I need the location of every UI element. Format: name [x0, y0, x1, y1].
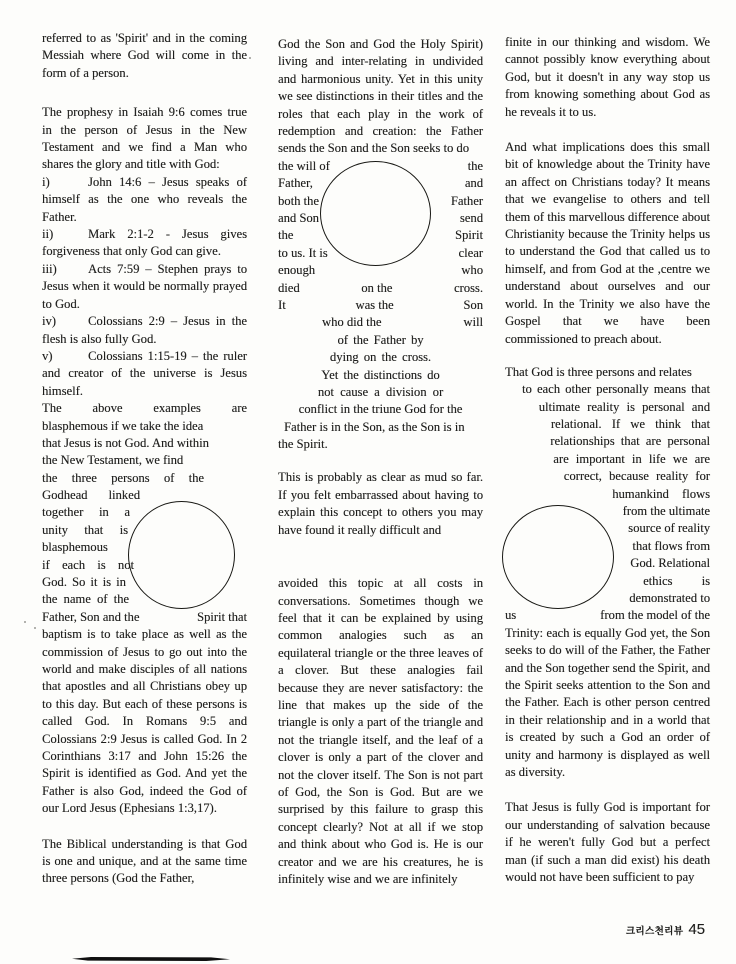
text-segment: above [92, 401, 123, 416]
text-line: That God is three persons and relates [505, 364, 692, 379]
text-segment: who did the [322, 315, 382, 330]
list-item-text: Acts 7:59 – Stephen prays to Jesus when it would be normally prayed to God. [42, 261, 247, 311]
text-segment: a [124, 505, 130, 520]
text-line: that flows from [632, 538, 710, 553]
text-segment: persons [111, 470, 150, 485]
text-segment: the [188, 470, 204, 485]
text-segment: in [98, 505, 109, 520]
text-segment: Godhead [42, 488, 88, 503]
text-segment: Spirit that [196, 609, 247, 624]
text-line [42, 487, 140, 504]
text-line: Father is in the Son, as the Son is in [284, 419, 465, 434]
magazine-name-korean: 크리스천리뷰 [625, 926, 684, 937]
text-segment: if [42, 557, 50, 572]
text-line: God. So it is in [42, 575, 126, 590]
text-segment: on the [361, 280, 393, 295]
text-line: source of reality [628, 521, 710, 536]
text-segment: It [278, 297, 286, 312]
text-segment: Son [463, 297, 483, 312]
text-line [42, 400, 247, 417]
text-segment: clear [458, 245, 483, 260]
text-line [278, 297, 483, 314]
column-left [42, 30, 247, 888]
text-segment: is [119, 522, 128, 537]
text-line: demonstrated to [629, 590, 710, 605]
text-segment: and [464, 176, 483, 191]
scan-artifact-bar [72, 957, 230, 961]
text-segment: unity [42, 522, 68, 537]
text-line: God. Relational [630, 556, 710, 571]
text-segment: of [163, 470, 175, 485]
text-segment: who [461, 263, 483, 278]
paragraph: Trinity: each is equally God yet, the Son seeks to do will of the Father, the Father and the Son together send the Spirit, and the Spirit seeks attention to the Son and the Father. Each is other person centred in their relationship and in a world that is created by such a God an order of unity and harmony is displayed as well as diversity. [505, 625, 710, 780]
spacer [278, 453, 483, 469]
text-segment: died [278, 280, 300, 295]
text-line: are important in life we are [553, 451, 710, 466]
text-segment: will [463, 315, 483, 330]
text-segment: enough [278, 263, 316, 278]
list-item [42, 313, 247, 348]
text-line [42, 557, 134, 574]
paragraph: This is probably as clear as mud so far. If you felt embarrassed about having to explain this concept to others you may have found it really difficult and [278, 470, 483, 537]
text-line [42, 504, 130, 521]
text-line: the Spirit. [278, 437, 328, 452]
text-line: humankind flows [612, 486, 710, 501]
text-segment: and Son [278, 211, 319, 226]
text-segment: is [97, 557, 106, 572]
text-line: dying on the cross. [329, 350, 432, 365]
text-segment: us [505, 608, 517, 623]
text-line: that Jesus is not God. And within [42, 435, 209, 450]
text-line [278, 314, 483, 331]
text-line: of the Father by [337, 332, 424, 347]
paragraph: And what implications does this small bit of knowledge about the Trinity have an affect on Christians today? It means that we evangelise to others and tell them of this marvellous difference about Christianity because the Trinity helps us to understand the God that called us to himself, and from God at the ,centre we understand about ourselves and our world. In the Trinity we also have the Gospel that we have been commissioned to preach about. [505, 140, 710, 346]
paragraph: avoided this topic at all costs in conversations. Sometimes though we feel that it can be explained by using common analogies such as an equilateral triangle or the three leaves of a clover. But these analogies fail because they are never satisfactory: the line that makes up the side of the triangle is only a part of the triangle and not the triangle itself, and the leaf of a clover is only a part of the clover and not the clover itself. The Son is not part of God, the Son is God. But are we surprised by this failure to grasp this concept clearly? Not at all if we stop and think about who God is. He is our creator and we are his creatures, he is infinitely wise and we are infinitely [278, 576, 483, 887]
text-segment: are [231, 401, 247, 416]
text-segment: the [42, 470, 58, 485]
text-segment: the will of [278, 158, 330, 173]
right-column-circle [502, 505, 614, 609]
text-line: the New Testament, we find [42, 453, 184, 468]
text-line [278, 280, 483, 297]
text-segment: linked [108, 488, 140, 503]
text-line: relational. If we think that [550, 417, 710, 432]
text-segment: The [42, 401, 62, 416]
column-right [505, 34, 710, 886]
text-segment: Father, Son and the [42, 609, 140, 624]
text-line: blasphemous [42, 540, 108, 555]
paragraph: That Jesus is fully God is important for our understanding of salvation because if he weren't fully God but a perfect man (if such a man did exist) his death would not have been sufficient to pay [505, 800, 710, 885]
spacer [42, 82, 247, 104]
text-segment: was the [355, 297, 394, 312]
spacer [42, 818, 247, 836]
text-segment: Father [450, 193, 483, 208]
text-line: blasphemous if we take the idea [42, 418, 204, 433]
text-line: not cause a division or [317, 384, 444, 399]
text-segment: both the [278, 193, 319, 208]
text-line [42, 522, 128, 539]
text-line: conflict in the triune God for the [298, 402, 463, 417]
list-item-text: Colossians 1:15-19 – the ruler and creator of the universe is Jesus himself. [42, 348, 247, 398]
list-item-text: Colossians 2:9 – Jesus in the flesh is also fully God. [42, 314, 247, 346]
text-segment: Spirit [455, 228, 483, 243]
text-segment: each [61, 557, 86, 572]
text-line [42, 470, 204, 487]
text-segment: the [467, 158, 483, 173]
text-line [42, 609, 247, 626]
text-segment: to us. It is [278, 245, 328, 260]
paragraph: The Biblical understanding is that God is one and unique, and at the same time three persons (God the Father, [42, 836, 247, 886]
text-line: Yet the distinctions do [321, 367, 440, 382]
text-line: to each other personally means that [522, 382, 710, 397]
text-line [505, 607, 710, 624]
scan-speck [249, 57, 251, 59]
list-marker: v) [42, 348, 53, 363]
scan-speck [34, 627, 36, 629]
page-number: 45 [688, 921, 705, 938]
page-footer [626, 921, 705, 938]
text-segment: the [278, 228, 294, 243]
text-segment: together [42, 505, 84, 520]
text-line: correct, because reality for [563, 469, 710, 484]
list-item [42, 226, 247, 261]
text-segment: that [84, 522, 104, 537]
list-marker: iii) [42, 261, 57, 276]
list-item-text: John 14:6 – Jesus speaks of himself as the one who reveals the Father. [42, 174, 247, 224]
text-segment: from the model of the [600, 608, 710, 623]
spacer [505, 781, 710, 799]
scan-speck [24, 621, 26, 623]
spacer [505, 121, 710, 139]
spacer [505, 348, 710, 364]
text-segment: examples [153, 401, 201, 416]
paragraph: The prophesy in Isaiah 9:6 comes true in the person of Jesus in the New Testament and we find a Man who shares the glory and title with God: [42, 105, 247, 172]
list-item [42, 261, 247, 313]
list-marker: i) [42, 174, 50, 189]
text-line: from the ultimate [622, 504, 710, 519]
text-segment: send [459, 211, 483, 226]
text-line: ethics is [643, 573, 710, 588]
text-line: the name of the [42, 592, 129, 607]
text-line: ultimate reality is personal and [538, 399, 710, 414]
text-segment: not [117, 557, 134, 572]
paragraph: God the Son and God the Holy Spirit) living and inter-relating in undivided and harmonious unity. Yet in this unity we see distinctions in their titles and the roles that each play in the work of redemption and creation: the Father sends the Son and the Son seeks to do [278, 37, 483, 156]
text-segment: cross. [453, 280, 483, 295]
list-marker: ii) [42, 227, 54, 242]
list-item [42, 174, 247, 226]
list-marker: iv) [42, 314, 56, 329]
paragraph: finite in our thinking and wisdom. We cannot possibly know everything about God, but it doesn't in any way stop us from knowing something about God as he reveals it to us. [505, 35, 710, 119]
list-item-text: Mark 2:1-2 - Jesus gives forgiveness that only God can give. [42, 227, 247, 259]
paragraph: baptism is to take place as well as the commission of Jesus to go out into the world and make disciples of all nations that apostles and all Christians obey up to this day. But each of these persons is called God. In Romans 9:5 and Colossians 2:9 Jesus is called God. In 2 Corinthians 3:17 and John 15:26 the Spirit is identified as God. And yet the Father is also God, indeed the God of our Lord Jesus (Ephesians 1:3,17). [42, 627, 247, 816]
list-item [42, 348, 247, 400]
spacer [278, 539, 483, 575]
middle-column-circle [320, 161, 431, 266]
text-segment: Father, [278, 176, 313, 191]
text-segment: three [71, 470, 97, 485]
left-column-circle [128, 501, 235, 609]
text-line: relationships that are personal [550, 434, 710, 449]
paragraph: referred to as 'Spirit' and in the coming Messiah where God will come in the form of a person. [42, 31, 247, 80]
